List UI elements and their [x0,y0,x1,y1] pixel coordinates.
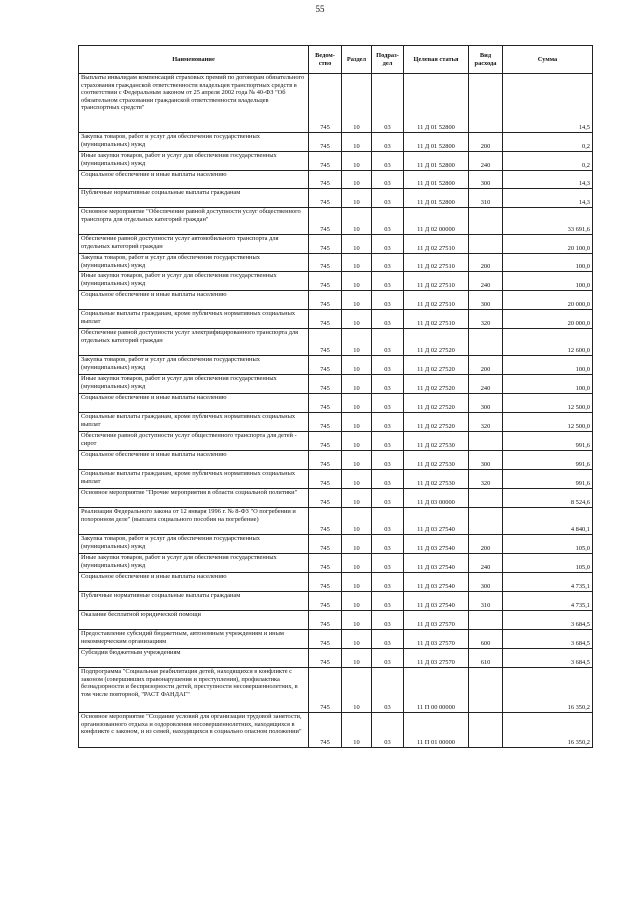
row-expense-type [469,74,503,133]
row-subsection: 03 [372,470,404,489]
row-expense-type: 200 [469,133,503,152]
row-section: 10 [342,74,372,133]
row-amount: 16 350,2 [503,713,593,748]
row-target: 11 Д 02 27520 [404,375,469,394]
row-target: 11 Д 01 52800 [404,74,469,133]
row-subsection: 03 [372,413,404,432]
row-dept: 745 [309,489,342,508]
row-target: 11 Д 03 27540 [404,535,469,554]
row-target: 11 Д 02 27520 [404,413,469,432]
row-section: 10 [342,470,372,489]
row-section: 10 [342,208,372,235]
row-expense-type: 240 [469,375,503,394]
row-dept: 745 [309,356,342,375]
row-name: Выплаты инвалидам компенсаций страховых премий по договорам обязательного страхования гражданской ответственности владельцев транспортных средств в соответствии с Федеральным законом от 25 апреля 2002 года № 40-ФЗ "Об обязательном страховании гражданской ответственности владельцев транспортных средств" [79,74,309,133]
row-target: 11 Д 02 27510 [404,310,469,329]
row-subsection: 03 [372,535,404,554]
row-section: 10 [342,649,372,668]
header-subsection: Подраз-дел [372,46,404,74]
row-section: 10 [342,254,372,272]
row-target: 11 Д 03 27540 [404,592,469,611]
row-section: 10 [342,152,372,171]
row-amount: 33 691,6 [503,208,593,235]
table-row [79,451,593,470]
row-amount: 0,2 [503,133,593,152]
row-amount: 16 350,2 [503,668,593,713]
row-name: Закупка товаров, работ и услуг для обеспечения государственных (муниципальных) нужд [79,133,309,152]
table-row [79,470,593,489]
row-section: 10 [342,630,372,649]
row-expense-type: 240 [469,152,503,171]
row-subsection: 03 [372,272,404,291]
row-subsection: 03 [372,152,404,171]
table-row [79,535,593,554]
table-row [79,291,593,310]
row-amount: 100,0 [503,272,593,291]
row-expense-type: 300 [469,171,503,189]
table-row [79,489,593,508]
row-dept: 745 [309,668,342,713]
table-row [79,375,593,394]
row-name: Закупка товаров, работ и услуг для обеспечения государственных (муниципальных) нужд [79,254,309,272]
table-row [79,235,593,254]
row-amount: 12 500,0 [503,413,593,432]
row-amount: 14,5 [503,74,593,133]
row-subsection: 03 [372,189,404,208]
row-name: Обеспечение равной доступности услуг автомобильного транспорта для отдельных категорий граждан [79,235,309,254]
table-row [79,611,593,630]
row-amount: 20 100,0 [503,235,593,254]
row-dept: 745 [309,394,342,413]
row-expense-type: 200 [469,356,503,375]
row-subsection: 03 [372,291,404,310]
row-section: 10 [342,451,372,470]
row-dept: 745 [309,649,342,668]
row-dept: 745 [309,291,342,310]
row-dept: 745 [309,713,342,748]
row-expense-type: 300 [469,451,503,470]
row-section: 10 [342,133,372,152]
row-section: 10 [342,508,372,535]
row-expense-type: 300 [469,573,503,592]
row-subsection: 03 [372,489,404,508]
row-subsection: 03 [372,573,404,592]
row-subsection: 03 [372,356,404,375]
row-dept: 745 [309,375,342,394]
row-target: 11 Д 02 27510 [404,272,469,291]
row-subsection: 03 [372,554,404,573]
row-section: 10 [342,310,372,329]
row-section: 10 [342,535,372,554]
row-dept: 745 [309,413,342,432]
row-dept: 745 [309,508,342,535]
table-row [79,329,593,356]
row-target: 11 Д 02 27530 [404,451,469,470]
row-name: Социальные выплаты гражданам, кроме публичных нормативных социальных выплат [79,413,309,432]
row-dept: 745 [309,310,342,329]
row-dept: 745 [309,254,342,272]
row-name: Обеспечение равной доступности услуг электрифицированного транспорта для отдельных категорий граждан [79,329,309,356]
row-expense-type: 200 [469,535,503,554]
row-section: 10 [342,413,372,432]
row-subsection: 03 [372,74,404,133]
row-subsection: 03 [372,310,404,329]
row-target: 11 Д 02 27530 [404,432,469,451]
table-body [79,74,593,748]
row-amount: 3 684,5 [503,649,593,668]
table-row [79,630,593,649]
row-expense-type [469,235,503,254]
row-amount: 12 500,0 [503,394,593,413]
row-dept: 745 [309,470,342,489]
row-name: Социальные выплаты гражданам, кроме публичных нормативных социальных выплат [79,310,309,329]
row-expense-type: 240 [469,554,503,573]
table-row [79,649,593,668]
row-target: 11 Д 03 27540 [404,554,469,573]
row-section: 10 [342,375,372,394]
row-name: Закупка товаров, работ и услуг для обеспечения государственных (муниципальных) нужд [79,535,309,554]
row-amount: 100,0 [503,375,593,394]
row-name: Публичные нормативные социальные выплаты гражданам [79,592,309,611]
row-target: 11 Д 02 27530 [404,470,469,489]
row-amount: 991,6 [503,432,593,451]
row-subsection: 03 [372,713,404,748]
row-section: 10 [342,573,372,592]
row-subsection: 03 [372,254,404,272]
table-row [79,573,593,592]
header-dept: Ведом-ство [309,46,342,74]
row-expense-type: 320 [469,310,503,329]
row-name: Основное мероприятие "Прочие мероприятия в области социальной политики" [79,489,309,508]
row-amount: 991,6 [503,470,593,489]
row-amount: 14,3 [503,189,593,208]
row-subsection: 03 [372,329,404,356]
row-dept: 745 [309,329,342,356]
table-row [79,133,593,152]
row-target: 11 Д 01 52800 [404,152,469,171]
row-section: 10 [342,489,372,508]
row-amount: 105,0 [503,535,593,554]
row-target: 11 П 00 00000 [404,668,469,713]
row-subsection: 03 [372,432,404,451]
row-target: 11 Д 02 27510 [404,235,469,254]
table-row [79,592,593,611]
row-dept: 745 [309,451,342,470]
table-row [79,152,593,171]
row-name: Социальное обеспечение и иные выплаты населению [79,451,309,470]
row-target: 11 Д 03 27540 [404,508,469,535]
row-name: Иные закупки товаров, работ и услуг для обеспечения государственных (муниципальных) нужд [79,375,309,394]
row-name: Социальное обеспечение и иные выплаты населению [79,291,309,310]
row-name: Реализация Федерального закона от 12 января 1996 г. № 8-ФЗ "О погребении и похоронном деле" (выплата социального пособия на погребение) [79,508,309,535]
row-name: Оказание бесплатной юридической помощи [79,611,309,630]
table-row [79,668,593,713]
row-target: 11 Д 02 00000 [404,208,469,235]
table-row [79,254,593,272]
row-expense-type: 310 [469,189,503,208]
row-name: Основное мероприятие "Создание условий для организации трудовой занятости, организованного отдыха и оздоровления несовершеннолетних, находящихся в конфликте с законом, и из семей, находящихся в социально опасном положении" [79,713,309,748]
row-section: 10 [342,394,372,413]
row-expense-type [469,208,503,235]
row-amount: 4 735,1 [503,592,593,611]
row-dept: 745 [309,171,342,189]
table-row [79,394,593,413]
row-amount: 20 000,0 [503,310,593,329]
page-number: 55 [315,4,325,14]
row-section: 10 [342,356,372,375]
row-dept: 745 [309,573,342,592]
row-dept: 745 [309,74,342,133]
row-section: 10 [342,272,372,291]
row-expense-type [469,489,503,508]
row-target: 11 Д 01 52800 [404,189,469,208]
row-amount: 0,2 [503,152,593,171]
header-name: Наименование [79,46,309,74]
row-expense-type: 320 [469,470,503,489]
row-section: 10 [342,235,372,254]
row-target: 11 Д 02 27520 [404,356,469,375]
row-dept: 745 [309,630,342,649]
header-target: Целевая статья [404,46,469,74]
row-subsection: 03 [372,592,404,611]
row-dept: 745 [309,189,342,208]
row-expense-type [469,329,503,356]
row-amount: 4 735,1 [503,573,593,592]
row-target: 11 Д 03 27570 [404,611,469,630]
row-dept: 745 [309,432,342,451]
row-target: 11 Д 02 27520 [404,329,469,356]
budget-table [78,45,593,748]
header-amount: Сумма [503,46,593,74]
row-expense-type: 610 [469,649,503,668]
row-expense-type: 320 [469,413,503,432]
row-expense-type: 200 [469,254,503,272]
header-row [79,46,593,74]
table-row [79,432,593,451]
row-section: 10 [342,713,372,748]
row-section: 10 [342,329,372,356]
row-amount: 20 000,0 [503,291,593,310]
row-dept: 745 [309,272,342,291]
row-dept: 745 [309,554,342,573]
row-subsection: 03 [372,171,404,189]
row-dept: 745 [309,535,342,554]
row-subsection: 03 [372,451,404,470]
row-expense-type [469,668,503,713]
row-subsection: 03 [372,649,404,668]
table-row [79,356,593,375]
row-name: Подпрограмма "Социальная реабилитация детей, находящихся в конфликте с законом (совершивших правонарушения и преступления), профилактика безнадзорности и беспризорности детей, преступности несовершеннолетних, в том числе повторной, "РАСТ ФАНДАГ" [79,668,309,713]
row-expense-type: 300 [469,394,503,413]
row-section: 10 [342,611,372,630]
row-amount: 3 684,5 [503,611,593,630]
header-expense-type: Вид расхода [469,46,503,74]
row-name: Иные закупки товаров, работ и услуг для обеспечения государственных (муниципальных) нужд [79,152,309,171]
row-expense-type [469,611,503,630]
row-name: Социальное обеспечение и иные выплаты населению [79,573,309,592]
row-name: Основное мероприятие "Обеспечение равной доступности услуг общественного транспорта для отдельных категорий граждан" [79,208,309,235]
table-row [79,74,593,133]
table-row [79,189,593,208]
row-name: Обеспечение равной доступности услуг общественного транспорта для детей - сирот [79,432,309,451]
row-subsection: 03 [372,235,404,254]
row-amount: 4 840,1 [503,508,593,535]
row-name: Социальные выплаты гражданам, кроме публичных нормативных социальных выплат [79,470,309,489]
table-row [79,272,593,291]
row-expense-type [469,432,503,451]
row-section: 10 [342,432,372,451]
row-subsection: 03 [372,208,404,235]
row-dept: 745 [309,152,342,171]
table-row [79,413,593,432]
row-amount: 12 600,0 [503,329,593,356]
row-amount: 3 684,5 [503,630,593,649]
row-name: Публичные нормативные социальные выплаты гражданам [79,189,309,208]
table-row [79,171,593,189]
row-name: Социальное обеспечение и иные выплаты населению [79,394,309,413]
row-section: 10 [342,592,372,611]
row-subsection: 03 [372,394,404,413]
table-row [79,554,593,573]
row-section: 10 [342,668,372,713]
row-name: Субсидии бюджетным учреждениям [79,649,309,668]
row-subsection: 03 [372,133,404,152]
row-section: 10 [342,189,372,208]
row-section: 10 [342,291,372,310]
row-expense-type: 300 [469,291,503,310]
row-amount: 105,0 [503,554,593,573]
row-target: 11 П 01 00000 [404,713,469,748]
row-name: Иные закупки товаров, работ и услуг для обеспечения государственных (муниципальных) нужд [79,554,309,573]
row-target: 11 Д 03 27570 [404,649,469,668]
row-amount: 100,0 [503,356,593,375]
row-expense-type [469,508,503,535]
table-row [79,713,593,748]
row-dept: 745 [309,592,342,611]
table-row [79,508,593,535]
row-dept: 745 [309,611,342,630]
row-expense-type: 600 [469,630,503,649]
row-expense-type: 240 [469,272,503,291]
row-subsection: 03 [372,668,404,713]
table-row [79,208,593,235]
row-subsection: 03 [372,630,404,649]
row-subsection: 03 [372,611,404,630]
row-subsection: 03 [372,508,404,535]
row-expense-type: 310 [469,592,503,611]
row-target: 11 Д 02 27510 [404,291,469,310]
row-name: Закупка товаров, работ и услуг для обеспечения государственных (муниципальных) нужд [79,356,309,375]
row-section: 10 [342,171,372,189]
row-target: 11 Д 01 52800 [404,171,469,189]
row-amount: 8 524,6 [503,489,593,508]
row-target: 11 Д 03 27570 [404,630,469,649]
row-dept: 745 [309,208,342,235]
row-name: Иные закупки товаров, работ и услуг для обеспечения государственных (муниципальных) нужд [79,272,309,291]
table-row [79,310,593,329]
row-amount: 991,6 [503,451,593,470]
row-amount: 100,0 [503,254,593,272]
row-section: 10 [342,554,372,573]
row-name: Социальное обеспечение и иные выплаты населению [79,171,309,189]
row-expense-type [469,713,503,748]
row-target: 11 Д 02 27520 [404,394,469,413]
row-dept: 745 [309,235,342,254]
header-section: Раздел [342,46,372,74]
row-target: 11 Д 03 27540 [404,573,469,592]
row-target: 11 Д 03 00000 [404,489,469,508]
row-target: 11 Д 01 52800 [404,133,469,152]
row-target: 11 Д 02 27510 [404,254,469,272]
row-name: Предоставление субсидий бюджетным, автономным учреждениям и иным некоммерческим организациям [79,630,309,649]
row-subsection: 03 [372,375,404,394]
row-dept: 745 [309,133,342,152]
row-amount: 14,3 [503,171,593,189]
